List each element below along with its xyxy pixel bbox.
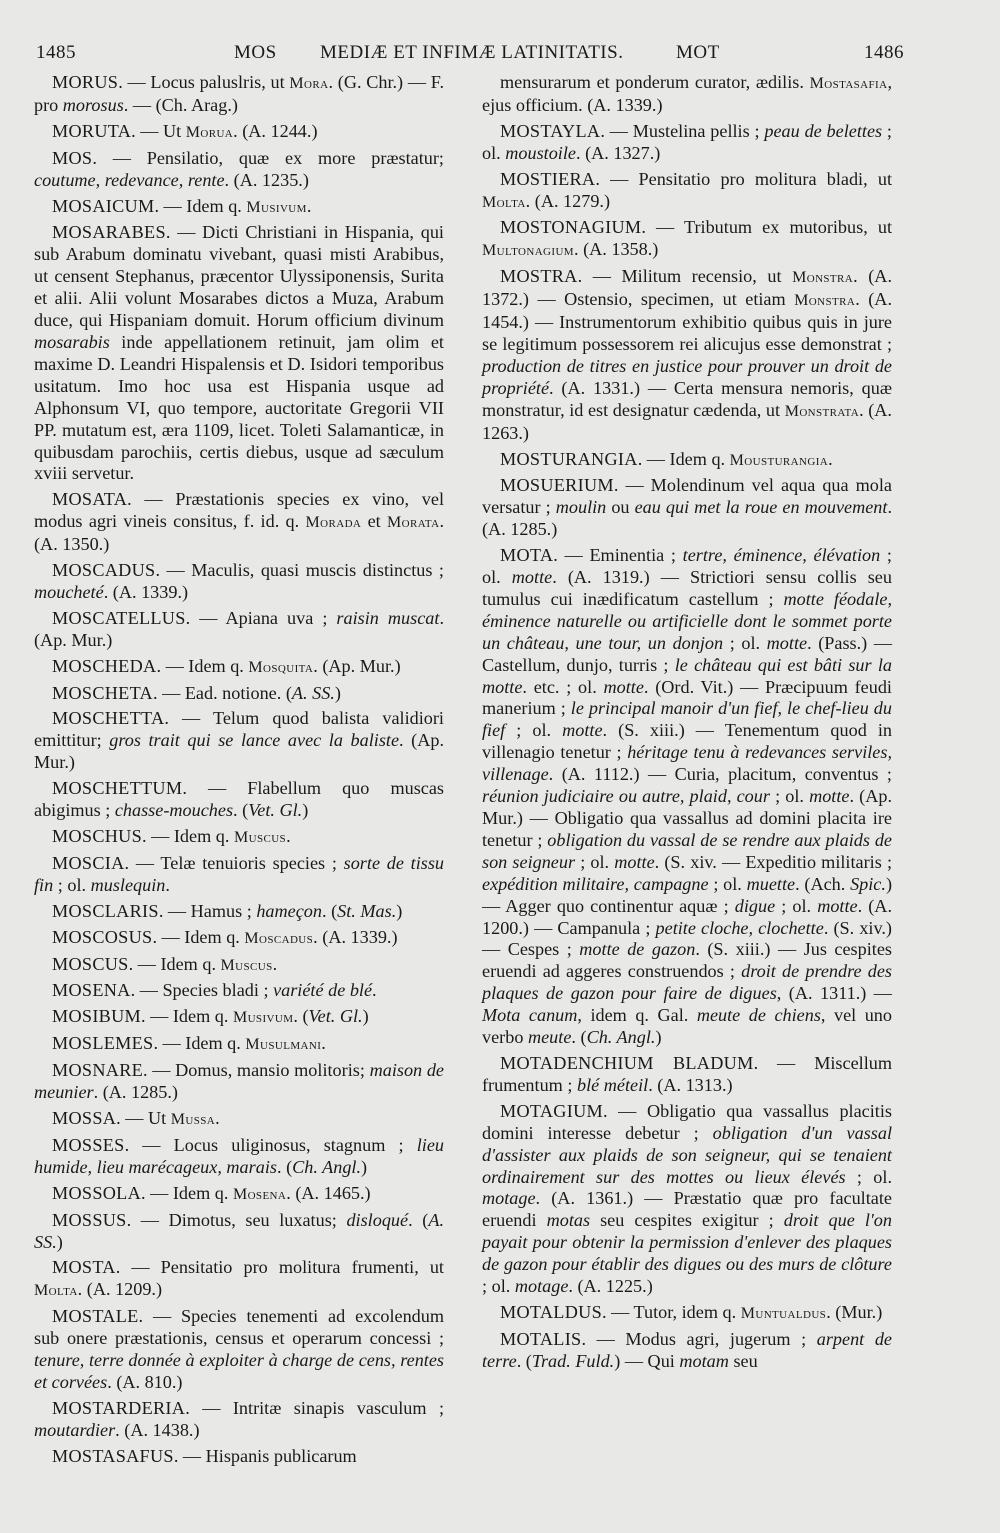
french-gloss: variété de blé — [273, 980, 373, 1001]
entry-text: ou — [606, 497, 635, 518]
entry-text: . — Miscellum frumentum ; — [482, 1052, 892, 1095]
entry-text: ) — Agger quo continentur aquæ ; — [482, 873, 892, 916]
entry-text: . (A. 1339.) — [313, 926, 398, 947]
entry-text: , (A. 1311.) — — [776, 983, 892, 1004]
entry-text: . ( — [321, 900, 338, 921]
french-gloss: motte — [614, 851, 655, 872]
entry-headword: MOSENA — [52, 980, 131, 1001]
entry-text: . — Pensilatio, quæ ex more præstatur; — [92, 147, 444, 168]
left-column — [34, 72, 444, 1472]
french-gloss: droit de prendre des plaques de gazon pour faire de digues — [482, 961, 892, 1004]
entry-headword: MOTAGIUM — [500, 1100, 603, 1121]
entry-headword: MOTALDUS — [500, 1301, 602, 1322]
running-header — [36, 42, 904, 72]
cross-reference: Muscus — [220, 956, 273, 974]
french-gloss: expédition militaire, campagne — [482, 873, 709, 894]
cross-reference: Musivum — [232, 1009, 294, 1027]
dictionary-entry — [34, 683, 444, 705]
entry-headword: MOSCLARIS — [52, 900, 159, 921]
french-gloss: Mota canum — [482, 1005, 578, 1026]
dictionary-entry — [34, 1446, 444, 1468]
cross-reference: Mousturangia — [729, 451, 829, 469]
entry-text: . (S. xiii.) — Tenementum quod in villenagio tenetur ; — [482, 720, 893, 763]
french-gloss: morosus — [62, 94, 124, 115]
dictionary-entry — [34, 826, 444, 849]
entry-text: ; ol. — [845, 1166, 892, 1187]
cross-reference: Monstra — [794, 292, 856, 310]
entry-headword: MOSCHEDA — [52, 655, 157, 676]
dictionary-entry — [34, 927, 444, 950]
entry-text: . — Idem q. — [637, 448, 730, 469]
entry-text: . ( — [408, 1209, 429, 1230]
entry-headword: MOSARABES — [52, 222, 166, 243]
french-gloss: motage — [514, 1276, 569, 1297]
entry-text: . (A. 1454.) — Instrumentorum exhibitio quibus quis in jure se legitimum possessorem rei alicujus esse demonstrat ; — [482, 289, 892, 354]
cross-reference: Mosena — [232, 1185, 287, 1203]
entry-text: . — [215, 1107, 220, 1128]
dictionary-entry — [34, 1006, 444, 1029]
french-gloss: le château qui est bâti sur la motte — [482, 654, 892, 697]
dictionary-entry — [482, 121, 892, 165]
entry-text: . — Ut — [131, 120, 186, 141]
dictionary-entry — [34, 1060, 444, 1104]
page-number-left: 1485 — [36, 42, 76, 63]
entry-text: . — Idem q. — [141, 1182, 233, 1203]
entry-text: . (A. 1225.) — [568, 1276, 653, 1297]
entry-text: . (A. 1331.) — Certa mensura nemoris, quæ monstratur, id est designatur cædenda, ut — [482, 377, 892, 420]
entry-text: ) — [396, 900, 403, 921]
cross-reference: Moscadus — [244, 929, 314, 947]
entry-text: . (Ap. Mur.) — [34, 607, 444, 650]
entry-text: . (A. 1358.) — [573, 239, 659, 260]
entry-headword: MOSTALE — [52, 1306, 139, 1327]
entry-text: . — Mustelina pellis ; — [600, 120, 765, 141]
french-gloss: motam — [679, 1350, 729, 1371]
entry-text: . ( — [571, 1027, 587, 1048]
entry-headword: MOSCHETA — [52, 682, 153, 703]
entry-headword: MOSNARE — [52, 1060, 144, 1081]
entry-text: . — Eminentia ; — [553, 545, 683, 566]
entry-headword: MOSCADUS — [52, 560, 156, 581]
french-gloss: meute de chiens — [696, 1005, 821, 1026]
french-gloss: motte — [562, 720, 603, 741]
entry-headword: MOSLEMES — [52, 1033, 154, 1054]
french-gloss: Vet. Gl. — [308, 1006, 363, 1027]
french-gloss: chasse-mouches — [114, 800, 234, 821]
entry-text: . — Idem q. — [128, 953, 221, 974]
dictionary-entry — [34, 901, 444, 923]
french-gloss: droit que l'on payait pour obtenir la permission d'enlever des plaques de gazon pour établir des digues ou des murs de clôture — [482, 1210, 892, 1275]
entry-text: . — Pensitatio pro molitura bladi, ut — [595, 168, 892, 189]
entry-text: . — Species tenementi ad excolendum sub onere præstationis, census et operarum concessi ; — [34, 1306, 444, 1349]
entry-text: ) — [362, 1006, 369, 1027]
entry-text: . (A. 1244.) — [233, 120, 318, 141]
entry-text: . — Obligatio qua vassallus placitis domini interesse debetur ; — [482, 1100, 892, 1143]
entry-text: . — Ut — [116, 1107, 171, 1128]
entry-text: . (A. 1465.) — [286, 1182, 371, 1203]
entry-text: . ( — [233, 800, 249, 821]
dictionary-entry — [34, 1108, 444, 1131]
entry-text: ; ol. — [708, 873, 747, 894]
entry-text: . (A. 1279.) — [525, 190, 611, 211]
dictionary-entry — [34, 656, 444, 679]
cross-reference: Mosquita — [248, 658, 314, 676]
french-gloss: meute — [527, 1027, 572, 1048]
cross-reference: Multonagium — [482, 242, 574, 260]
dictionary-entry — [482, 217, 892, 262]
french-gloss: petite cloche, clochette — [655, 917, 824, 938]
entry-headword: MOSCHUS — [52, 826, 143, 846]
entry-headword: MOSCHETTA — [52, 708, 165, 729]
dictionary-entry — [34, 72, 444, 117]
dictionary-entry — [482, 72, 892, 117]
entry-text: . (S. xiv. — Expeditio militaris ; — [654, 851, 893, 872]
entry-text: . ( — [293, 1006, 309, 1027]
french-gloss: obligation du vassal de se rendre aux plaids de son seigneur — [482, 829, 892, 872]
entry-text: . — [828, 448, 833, 469]
entry-text: inde appellationem retinuit, jam olim et maxime D. Leandri Hispalensis et D. Isidori temporibus usitatum. Imo hoc usa est Hispania usque ad Alphonsum VI, quo tempore, auctoritate Gregorii VII PP. mutatum est, æra 1109, licet. Toleti Salamanticæ, in quibusdam parochiis, certis diebus, usque ad sæculum xviii servetur. — [34, 331, 444, 484]
dictionary-entry — [34, 121, 444, 144]
entry-text: . (A. 1285.) — [93, 1082, 178, 1103]
entry-text: . (A. 1235.) — [224, 169, 309, 190]
right-column — [482, 72, 892, 1377]
dictionary-entry — [34, 222, 444, 485]
entry-text: ; ol. — [505, 720, 563, 741]
entry-text: . (A. 810.) — [107, 1371, 183, 1392]
dictionary-entry — [34, 1183, 444, 1206]
french-gloss: muette — [746, 873, 796, 894]
entry-text: . (A. 1339.) — [103, 581, 189, 602]
dictionary-entry — [34, 560, 444, 604]
entry-text: . (A. 1112.) — Curia, placitum, conventus ; — [548, 764, 892, 785]
french-gloss: mosarabis — [34, 331, 110, 352]
entry-text: . (Ap. Mur.) — [313, 655, 401, 676]
entry-text: . — [372, 980, 377, 1001]
entry-text: ; ol. — [53, 874, 91, 895]
french-gloss: Trad. Fuld. — [531, 1350, 615, 1371]
french-gloss: moulin — [555, 497, 607, 518]
french-gloss: motte — [766, 632, 808, 653]
entry-headword: MOSUERIUM — [500, 475, 614, 496]
dictionary-entry — [34, 853, 444, 897]
entry-headword: MOSTARDERIA — [52, 1397, 186, 1418]
dictionary-entry — [482, 1329, 892, 1373]
entry-text: . — [321, 1033, 326, 1054]
entry-text: . (G. Chr.) — F. pro — [34, 72, 444, 115]
entry-text: . — [306, 195, 312, 216]
dictionary-entry — [482, 1302, 892, 1325]
entry-text: . — Idem q. — [154, 195, 247, 216]
entry-text: . (A. 1361.) — Præstatio quæ pro facultate eruendi — [482, 1188, 892, 1231]
entry-text: . (Pass.) — Castellum, dunjo, turris ; — [482, 632, 893, 675]
entry-text: ; ol. — [575, 851, 615, 872]
french-gloss: disloqué — [346, 1209, 409, 1230]
entry-text: . — Molendinum vel aqua qua mola versatur ; — [482, 475, 892, 518]
entry-text: . — Hispanis publicarum — [173, 1445, 357, 1466]
french-gloss: St. Mas. — [337, 900, 397, 921]
entry-text: . (S. xiv.) — Cespes ; — [482, 917, 892, 960]
entry-text: . — [272, 953, 278, 974]
cross-reference: Molta — [34, 1282, 78, 1300]
entry-text: . — Modus agri, jugerum ; — [581, 1328, 817, 1349]
french-gloss: lieu humide, lieu marécageux, marais — [34, 1134, 444, 1177]
entry-text: . — Locus uliginosus, stagnum ; — [124, 1134, 417, 1155]
dictionary-entry — [34, 954, 444, 977]
french-gloss: motte — [603, 676, 644, 697]
entry-text: . — Locus paluslris, ut — [118, 72, 290, 92]
entry-text: . (S. xiii.) — Jus cespites eruendi ad aggeres construendos ; — [482, 939, 892, 982]
entry-headword: MOS — [52, 147, 93, 168]
cross-reference: Mussa — [170, 1110, 216, 1128]
entry-text: . — Militum recensio, ut — [577, 266, 793, 287]
entry-text: ; ol. — [482, 545, 892, 588]
entry-headword: MORUTA — [52, 120, 132, 141]
entry-text: , ejus officium. (A. 1339.) — [482, 72, 892, 115]
dictionary-entry — [34, 708, 444, 774]
french-gloss: obligation d'un vassal d'assister aux plaids de son seigneur, qui se tenaient ordinairement sur des mottes ou lieux élevés — [482, 1122, 892, 1187]
french-gloss: sorte de tissu fin — [34, 852, 444, 895]
french-gloss: production de titres en justice pour prouver un droit de propriété — [482, 355, 892, 398]
entry-text: . — Flabellum quo muscas abigimus ; — [34, 778, 444, 821]
entry-text: . — Domus, mansio molitoris; — [143, 1060, 370, 1081]
dictionary-entry — [34, 1135, 444, 1179]
entry-text: . (Ach. — [795, 873, 851, 894]
french-gloss: hameçon — [256, 900, 322, 921]
cross-reference: Molta — [482, 193, 526, 211]
entry-text: . — (Ch. Arag.) — [123, 94, 238, 115]
entry-headword: MOSCIA — [52, 852, 125, 873]
entry-text: . — Intritæ sinapis vasculum ; — [185, 1397, 444, 1418]
entry-text: seu cespites exigitur ; — [590, 1210, 784, 1231]
entry-text: . ( — [516, 1350, 532, 1371]
entry-text: . — Dicti Christiani in Hispania, qui sub Arabum dominatu vivebant, quasi misti Arabibus, ut censent Stephanus, præcentor Ulyssiponensis, Surita et alii. Alii volunt Mosarabes dictos a Muza, Arabum duce, qui Hispaniam domuit. Horum officium divinum — [34, 222, 444, 331]
entry-text: . (A. 1263.) — [482, 399, 892, 443]
entry-text: ; ol. — [723, 632, 767, 653]
entry-text: ; ol. — [482, 120, 892, 163]
entry-headword: MOSCOSUS — [52, 926, 153, 947]
entry-text: , vel uno verbo — [482, 1005, 892, 1048]
cross-reference: Mora — [289, 75, 329, 92]
dictionary-entry — [34, 1306, 444, 1394]
french-gloss: eau qui met la roue en mouvement — [634, 497, 888, 518]
entry-text: ) — [302, 800, 309, 821]
french-gloss: arpent de terre — [482, 1328, 892, 1371]
dictionary-entry — [482, 1101, 892, 1298]
entry-text: . — Telæ tenuioris species ; — [124, 852, 344, 873]
entry-text: . ( — [276, 1156, 293, 1177]
entry-headword: MOSATA — [52, 489, 128, 510]
entry-headword: MOSSA — [52, 1107, 117, 1128]
french-gloss: raisin muscat — [336, 607, 440, 628]
entry-text: . — Apiana uva ; — [185, 607, 337, 628]
entry-text: . (A. 1350.) — [34, 511, 444, 555]
cross-reference: Musulmani — [245, 1036, 322, 1054]
entry-text: . — Dimotus, seu luxatus; — [126, 1209, 347, 1230]
french-gloss: Spic. — [850, 873, 886, 894]
entry-text: . (A. 1372.) — Ostensio, specimen, ut etiam — [482, 266, 892, 310]
entry-text: . — [165, 874, 170, 895]
entry-text: . — Idem q. — [156, 655, 249, 676]
entry-text: . — Tributum ex mutoribus, ut — [641, 217, 892, 238]
entry-text: ; ol. — [775, 895, 818, 916]
guide-word-left: MOS — [234, 42, 277, 63]
entry-text: seu — [728, 1350, 758, 1371]
french-gloss: motte féodale, éminence naturelle ou artificielle dont le sommet porte un château, une tour, un donjon — [482, 588, 892, 653]
cross-reference: Monstra — [792, 269, 854, 287]
french-gloss: motage — [482, 1188, 536, 1209]
entry-text: , idem q. Gal. — [577, 1005, 697, 1026]
entry-text: . — Tutor, idem q. — [602, 1301, 741, 1322]
entry-text: . (A. 1327.) — [575, 142, 661, 163]
entry-text: ) — Qui — [614, 1350, 680, 1371]
entry-text: ; ol. — [769, 786, 810, 807]
entry-headword: MOSTONAGIUM — [500, 217, 642, 238]
french-gloss: A. SS. — [291, 682, 335, 703]
entry-headword: MOSTIERA — [500, 168, 596, 189]
french-gloss: moustoile — [505, 142, 576, 163]
entry-text: ) — [361, 1156, 368, 1177]
french-gloss: héritage tenu à redevances serviles, villenage — [482, 742, 893, 785]
french-gloss: motte — [817, 895, 858, 916]
entry-text: . — Idem q. — [153, 1033, 246, 1054]
entry-headword: MOSIBUM — [52, 1006, 142, 1027]
entry-text: . — Præstationis species ex vino, vel modus agri vineis consitus, f. id. q. — [34, 489, 444, 532]
dictionary-entry — [34, 608, 444, 652]
dictionary-entry — [34, 196, 444, 219]
entry-text: . — Idem q. — [141, 1006, 233, 1027]
entry-headword: MOSSOLA — [52, 1182, 142, 1203]
cross-reference: Musivum — [246, 198, 307, 216]
dictionary-entry — [34, 489, 444, 556]
guide-word-right: MOT — [676, 42, 720, 63]
entry-text: . (Ord. Vit.) — Præcipuum feudi manerium ; — [482, 676, 892, 719]
entry-headword: MOSTAYLA — [500, 120, 601, 141]
dictionary-entry — [34, 778, 444, 822]
cross-reference: Muntualdus — [740, 1304, 827, 1322]
french-gloss: digue — [734, 895, 776, 916]
cross-reference: Morata — [387, 514, 440, 532]
entry-text: . (Ap. Mur.) — Obligatio qua vassallus ad domini placita ire tenetur ; — [482, 786, 893, 850]
dictionary-entry — [482, 475, 892, 541]
french-gloss: coutume, redevance, rente — [34, 169, 225, 190]
entry-headword: MOSCUS — [52, 953, 129, 974]
french-gloss: A. SS. — [34, 1209, 444, 1252]
entry-headword: MORUS — [52, 72, 119, 92]
cross-reference: Monstrata — [784, 402, 860, 420]
french-gloss: blé méteil — [576, 1074, 649, 1095]
entry-headword: MOTA — [500, 545, 554, 566]
entry-headword: MOSSUS — [52, 1209, 127, 1230]
cross-reference: Muscus — [233, 829, 287, 846]
dictionary-entry — [34, 1210, 444, 1254]
entry-text: . (A. 1209.) — [77, 1279, 163, 1300]
french-gloss: Ch. Angl. — [292, 1156, 362, 1177]
french-gloss: tertre, éminence, élévation — [682, 545, 881, 566]
dictionary-entry — [34, 1033, 444, 1056]
entry-text: . (A. 1313.) — [648, 1074, 733, 1095]
entry-headword: MOSTURANGIA — [500, 448, 638, 469]
french-gloss: peau de belettes — [764, 120, 883, 141]
page-number-right: 1486 — [864, 42, 904, 63]
dictionary-entry — [34, 1257, 444, 1302]
entry-text: ) — [655, 1027, 662, 1048]
entry-text: . (Mur.) — [826, 1301, 883, 1322]
dictionary-entry — [482, 449, 892, 472]
french-gloss: motte — [809, 786, 850, 807]
entry-text: . (A. 1200.) — Campanula ; — [482, 895, 892, 938]
entry-text: . (A. 1438.) — [115, 1419, 200, 1440]
french-gloss: motte — [511, 567, 553, 588]
french-gloss: Ch. Angl. — [586, 1027, 656, 1048]
entry-headword: MOSCHETTUM — [52, 778, 183, 799]
french-gloss: motas — [546, 1210, 591, 1231]
entry-text: . (Ap. Mur.) — [34, 730, 444, 773]
entry-headword: MOSSES — [52, 1134, 125, 1155]
entry-text: . — Species bladi ; — [130, 980, 274, 1001]
french-gloss: réunion judiciaire ou autre, plaid, cour — [482, 786, 770, 807]
french-gloss: maison de meunier — [34, 1060, 444, 1103]
entry-headword: MOSTA — [52, 1257, 116, 1278]
entry-text: . — [286, 826, 291, 846]
french-gloss: moucheté — [34, 581, 104, 602]
entry-text: ) — [334, 682, 341, 703]
dictionary-entry — [34, 1398, 444, 1442]
entry-headword: MOTALIS — [500, 1328, 582, 1349]
running-title: MEDIÆ ET INFIMÆ LATINITATIS. — [320, 42, 624, 63]
entry-text: ) — [56, 1231, 63, 1252]
dictionary-entry — [482, 545, 892, 1049]
entry-text: . — Idem q. — [152, 926, 245, 947]
entry-text: . — Ead. notione. ( — [152, 682, 292, 703]
entry-headword: MOSAICUM — [52, 195, 155, 216]
entry-text: . — Pensitatio pro molitura frumenti, ut — [115, 1257, 444, 1278]
dictionary-entry — [482, 169, 892, 214]
entry-headword: MOTADENCHIUM BLADUM — [500, 1052, 754, 1073]
dictionary-entry — [482, 1053, 892, 1097]
entry-headword: MOSTASAFUS — [52, 1445, 174, 1466]
cross-reference: Mostasafia — [809, 75, 888, 92]
french-gloss: motte de gazon — [579, 939, 696, 960]
entry-headword: MOSTRA — [500, 266, 578, 287]
entry-text: . — Idem q. — [142, 826, 234, 846]
french-gloss: le principal manoir d'un fief, le chef-lieu du fief — [482, 698, 892, 741]
french-gloss: moutardier — [34, 1419, 116, 1440]
entry-text: ; ol. — [482, 1276, 515, 1297]
french-gloss: gros trait qui se lance avec la baliste — [109, 730, 400, 751]
entry-text: . (A. 1285.) — [482, 497, 893, 540]
entry-text: . — Hamus ; — [158, 900, 257, 921]
french-gloss: muslequin — [90, 874, 166, 895]
entry-text: . (A. 1319.) — Strictiori sensu collis seu tumulus cui inædificatum castellum ; — [482, 567, 892, 609]
dictionary-entry — [34, 980, 444, 1002]
french-gloss: Vet. Gl. — [248, 800, 303, 821]
french-gloss: tenure, terre donnée à exploiter à charge de cens, rentes et corvées — [34, 1350, 444, 1392]
dictionary-entry — [482, 266, 892, 444]
dictionary-entry — [34, 148, 444, 192]
entry-headword: MOSCATELLUS — [52, 607, 186, 628]
cross-reference: Morua — [185, 123, 234, 141]
entry-text: . etc. ; ol. — [522, 676, 604, 697]
entry-text: . — Telum quod balista validiori emittitur; — [34, 708, 444, 751]
entry-text: . — Maculis, quasi muscis distinctus ; — [155, 560, 444, 581]
cross-reference: Morada — [305, 514, 362, 532]
entry-text: et — [361, 511, 388, 532]
entry-text: mensurarum et ponderum curator, ædilis. — [500, 72, 810, 92]
